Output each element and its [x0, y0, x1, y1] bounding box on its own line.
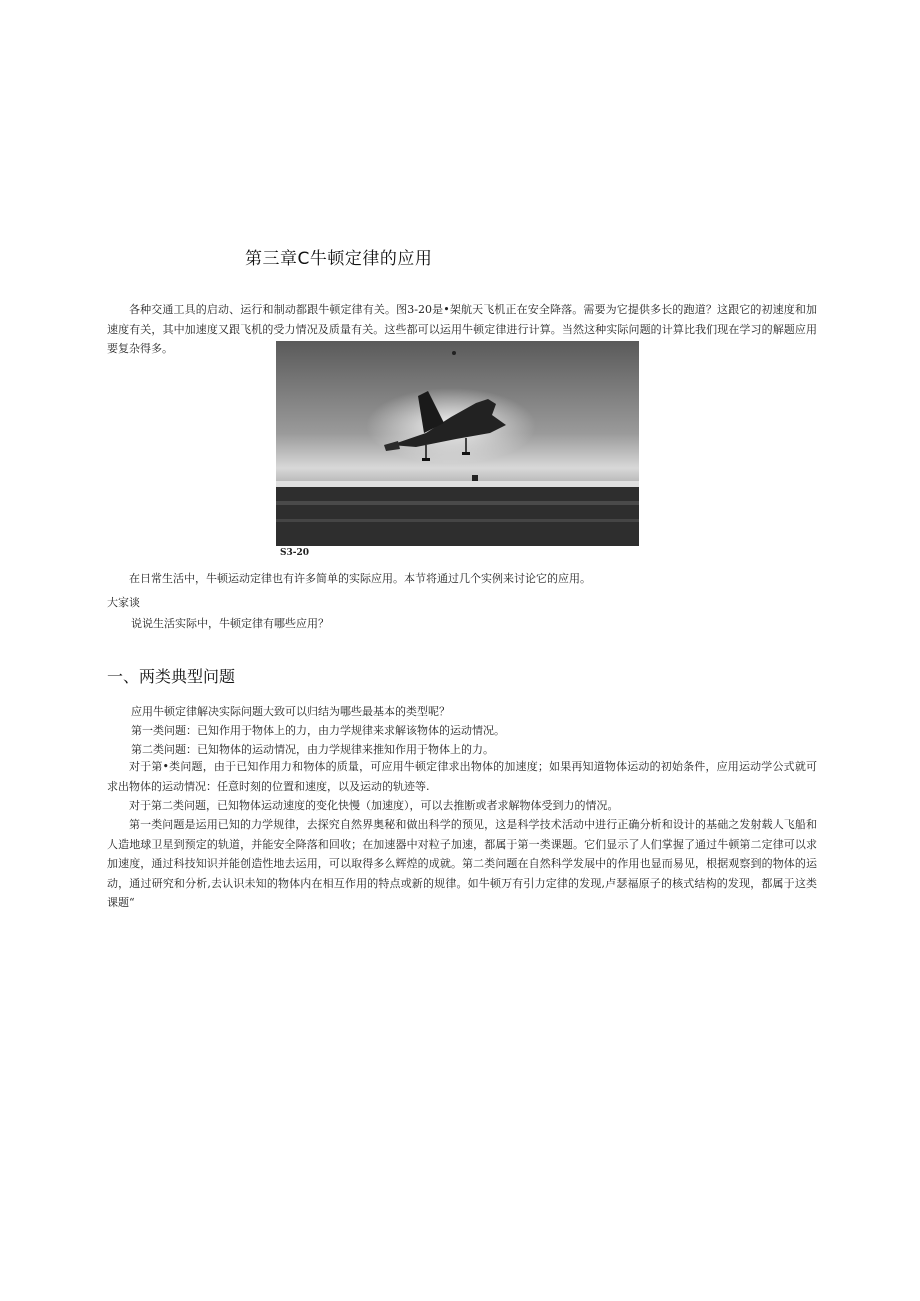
first-type-line: 第一类问题：已知作用于物体上的力，由力学规律来求解该物体的运动情况。	[131, 724, 505, 737]
space-shuttle-photo	[276, 341, 639, 546]
first-type-paragraph: 对于第•类问题，由于已知作用力和物体的质量，可应用牛顿定律求出物体的加速度；如果再知道物体运动的初始条件，应用运动学公式就可求出物体的运动情况：任意时刻的位置和速度，以及运动的轨迹等.	[107, 760, 817, 793]
discussion-prompt: 说说生活实际中，牛顿定律有哪些应用？	[131, 617, 329, 630]
significance-paragraph: 第一类问题是运用已知的力学规律，去探究自然界奥秘和做出科学的预见，这是科学技术活动中进行正确分析和设计的基础之发射载人飞船和人造地球卫星到预定的轨道，并能安全降落和回收；在加速器中对粒子加速，都属于第一类课题。它们显示了人们掌握了通过牛顿第二定律可以求加速度，通过科技知识并能创造性地去运用，可以取得多么辉煌的成就。第二类问题在自然科学发展中的作用也显而易见，根据观察到的物体的运动，通过研究和分析,去认识未知的物体内在相互作用的特点或新的规律。如牛顿万有引力定律的发现,卢瑟福原子的核式结构的发现，都属于这类课题“	[107, 818, 817, 909]
chapter-title: 第三章C牛顿定律的应用	[245, 249, 433, 269]
section-heading: 一、两类典型问题	[107, 667, 236, 686]
figure-caption: S3-20	[280, 548, 310, 558]
daily-life-paragraph: 在日常生活中，牛顿运动定律也有许多简单的实际应用。本节将通过几个实例来讨论它的应用。	[129, 572, 591, 585]
intro-paragraph: 各种交通工具的启动、运行和制动都跟牛顿定律有关。图3-20是•架航天飞机正在安全降落。需要为它提供多长的跑道？这跟它的初速度和加速度有关，其中加速度又跟飞机的受力情况及质量有关。这些都可以运用牛顿定律进行计算。当然这种实际问题的计算比我们现在学习的解题应用要复杂得多。	[107, 303, 817, 355]
discussion-heading: 大家谈	[107, 596, 140, 609]
second-type-paragraph: 对于第二类问题，已知物体运动速度的变化快慢（加速度），可以去推断或者求解物体受到力的情况。	[129, 799, 619, 812]
second-type-line: 第二类问题：已知物体的运动情况，由力学规律来推知作用于物体上的力。	[131, 743, 494, 756]
question-line: 应用牛顿定律解决实际问题大致可以归结为哪些最基本的类型呢？	[131, 705, 450, 718]
